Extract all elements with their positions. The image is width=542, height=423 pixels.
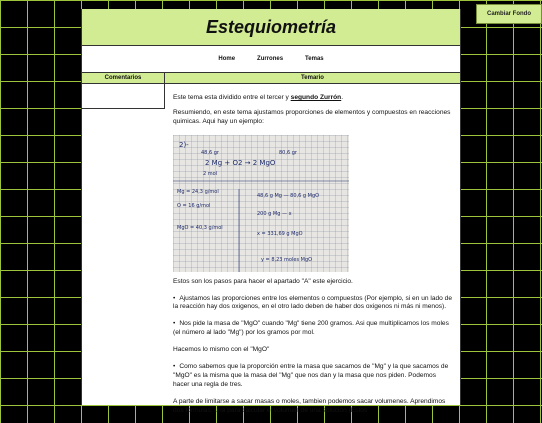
- page-title: Estequiometría: [205, 16, 337, 37]
- main-nav: [82, 46, 460, 73]
- hw-mg-line: Mg = 24,3 g/mol: [177, 188, 219, 195]
- nav-item-home[interactable]: Home: [218, 56, 236, 62]
- handwritten-notes: [173, 135, 349, 272]
- content-body: [82, 84, 460, 423]
- comments-header: Comentarios: [82, 73, 165, 83]
- hw-moles: 2 mol: [203, 170, 218, 177]
- hw-mass-mgo: 80,6 gr: [279, 149, 297, 156]
- page-header: [82, 9, 460, 46]
- nav-item-zurrones[interactable]: Zurrones: [257, 56, 284, 62]
- hw-mass-mg: 48,6 gr: [201, 149, 219, 156]
- same-text: Hacemos lo mismo con el "MgO": [173, 346, 270, 354]
- intro-text: Este tema esta dividido entre el tercer y: [173, 94, 291, 101]
- main-content: [165, 84, 460, 423]
- hw-y-calc: y = 8,23 moles MgO: [261, 256, 313, 263]
- segundo-zurron-link[interactable]: segundo Zurrón: [290, 94, 342, 101]
- intro-end: .: [341, 94, 344, 101]
- nav-item-temas[interactable]: Temas: [305, 56, 324, 62]
- hw-x-calc: x = 331,69 g MgO: [257, 230, 303, 237]
- step-bullet-1: • Ajustamos las proporciones entre los elementos o compuestos (Por ejemplo, si en un lado de la reacción hay dos oxigenos, en el otro lado deben de haber dos oxigenos ni más ni menos).: [173, 295, 452, 313]
- page-container: [81, 9, 461, 414]
- change-background-button[interactable]: Cambiar Fondo: [476, 4, 542, 24]
- comments-sidebar: [82, 84, 165, 109]
- steps-intro: Estos son los pasos para hacer el apartado "A" este ejercicio.: [173, 277, 353, 285]
- intro-paragraph: [173, 94, 452, 103]
- hw-calc2: 200 g Mg — x: [257, 210, 292, 217]
- hw-problem-number: 2)-: [179, 140, 189, 149]
- handwritten-exercise-photo: [173, 135, 349, 272]
- hw-equation: 2 Mg + O2 → 2 MgO: [205, 158, 276, 167]
- syllabus-header: Temario: [301, 75, 324, 81]
- hw-calc1: 48,6 g Mg — 80,6 g MgO: [257, 192, 320, 199]
- step-bullet-2: • Nos pide la masa de "MgO" cuando "Mg" tiene 200 gramos. Asi que multiplicamos los moles (el número al lado "Mg") por los gramos por mol.: [173, 320, 452, 338]
- hw-o-line: O = 16 g/mol: [177, 202, 211, 209]
- step-bullet-3: • Como sabemos que la proporción entre la masa que sacamos de "Mg" y la que sacamos de "MgO" es la misma que la masa del "Mg" que nos dan y la masa que nos piden. Podemos hacer una regla de tres.: [173, 363, 452, 390]
- volumes-paragraph: A parte de limitarse a sacar masas o moles, tambien podemos sacar volumenes. Aprendimos dos formulas, una para calcular el volumen de una solución (Estos: [173, 397, 446, 414]
- hw-mgo-line: MgO = 40,3 g/mol: [177, 224, 223, 231]
- summary-paragraph: Resumiendo, en este tema ajustamos proporciones de elementos y compuestos en reacciones quimicas. Aqui hay un ejemplo:: [173, 108, 451, 125]
- column-headers: [82, 73, 460, 84]
